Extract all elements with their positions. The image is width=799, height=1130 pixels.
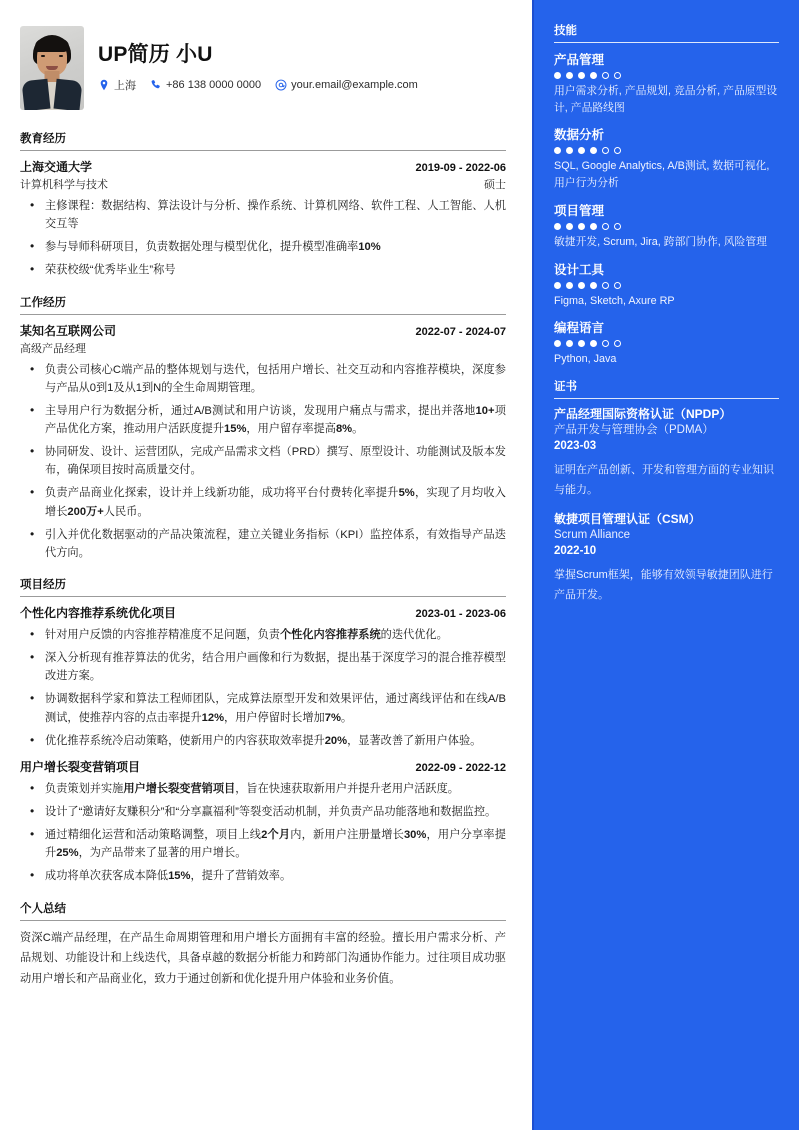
list-item: • 针对用户反馈的内容推荐精准度不足问题，负责个性化内容推荐系统的迭代优化。 xyxy=(20,626,506,644)
project-name: 个性化内容推荐系统优化项目 xyxy=(20,605,177,620)
list-item: • 通过精细化运营和活动策略调整，项目上线2个月内，新用户注册量增长30%，用户分享率提升25%，为产品带来了显著的用户增长。 xyxy=(20,826,506,862)
certificate-item xyxy=(554,511,779,605)
project-bullets xyxy=(20,626,506,750)
skill-keywords: Python, Java xyxy=(554,353,617,366)
list-item: • 荣获校级“优秀毕业生”称号 xyxy=(20,261,506,279)
skill-keywords: Figma, Sketch, Axure RP xyxy=(554,294,675,307)
section-heading-projects: 项目经历 xyxy=(20,578,66,591)
skill-keywords: 敏捷开发, Scrum, Jira, 跨部门协作, 风险管理 xyxy=(554,235,767,248)
skill-name: 编程语言 xyxy=(554,321,605,336)
skill-level-dots xyxy=(554,282,779,289)
divider xyxy=(554,398,779,399)
skill-level-dots xyxy=(554,72,779,79)
resume-header xyxy=(20,26,506,110)
skill-level-dots xyxy=(554,340,779,347)
certificate-item xyxy=(554,406,779,500)
contact-phone xyxy=(150,79,261,91)
contact-email xyxy=(275,79,418,91)
skill-item xyxy=(554,260,779,310)
skill-item xyxy=(554,201,779,251)
list-item: • 主导用户行为数据分析，通过A/B测试和用户访谈，发现用户痛点与需求，提出并落地10+项产品优化方案，推动用户活跃度提升15%，用户留存率提高8%。 xyxy=(20,402,506,438)
list-item: • 优化推荐系统冷启动策略，使新用户的内容获取效率提升20%，显著改善了新用户体验。 xyxy=(20,732,506,750)
project-date: 2023-01 - 2023-06 xyxy=(415,607,506,620)
work-company: 某知名互联网公司 xyxy=(20,323,117,338)
section-heading-work: 工作经历 xyxy=(20,296,66,309)
skill-item xyxy=(554,125,779,191)
contact-phone-text: +86 138 0000 0000 xyxy=(166,79,262,91)
divider xyxy=(20,920,506,921)
skill-keywords: SQL, Google Analytics, A/B测试, 数据可视化, 用户行为分析 xyxy=(554,160,770,190)
certificate-name: 敏捷项目管理认证（CSM） xyxy=(554,512,701,527)
skill-name: 设计工具 xyxy=(554,262,605,277)
skill-level-dots xyxy=(554,223,779,230)
certificate-org: Scrum Alliance xyxy=(554,529,631,542)
project-name: 用户增长裂变营销项目 xyxy=(20,759,141,774)
skill-name: 项目管理 xyxy=(554,203,605,218)
location-pin-icon xyxy=(98,79,110,91)
education-date: 2019-09 - 2022-06 xyxy=(415,162,506,174)
list-item: • 深入分析现有推荐算法的优劣，结合用户画像和行为数据，提出基于深度学习的混合推荐模型改进方案。 xyxy=(20,649,506,685)
contact-location-text: 上海 xyxy=(114,80,136,92)
education-entry xyxy=(20,158,506,280)
section-summary xyxy=(20,900,506,990)
skill-level-dots xyxy=(554,147,779,154)
education-major: 计算机科学与技术 xyxy=(20,179,108,191)
contact-location xyxy=(98,77,136,93)
work-bullets xyxy=(20,361,506,562)
list-item: • 协同研发、设计、运营团队，完成产品需求文档（PRD）撰写、原型设计、功能测试及版本发布，确保项目按时高质量交付。 xyxy=(20,443,506,479)
sidebar-heading-certificates: 证书 xyxy=(554,381,577,394)
project-entry xyxy=(20,758,506,886)
list-item: • 协调数据科学家和算法工程师团队，完成算法原型开发和效果评估，通过离线评估和在线A/B测试，使推荐内容的点击率提升12%，用户停留时长增加7%。 xyxy=(20,690,506,726)
certificate-desc: 掌握Scrum框架，能够有效领导敏捷团队进行产品开发。 xyxy=(554,568,773,601)
certificate-org: 产品开发与管理协会（PDMA） xyxy=(554,424,714,437)
divider xyxy=(20,596,506,597)
work-title: 高级产品经理 xyxy=(20,342,86,355)
sidebar-skills-section xyxy=(554,22,779,368)
list-item: • 设计了“邀请好友赚积分”和“分享赢福利”等裂变活动机制，并负责产品功能落地和数据监控。 xyxy=(20,803,506,821)
resume-sidebar xyxy=(532,0,799,1130)
page-title: UP简历 小U xyxy=(98,43,213,66)
list-item: • 参与导师科研项目，负责数据处理与模型优化，提升模型准确率10% xyxy=(20,238,506,256)
divider xyxy=(554,42,779,43)
work-entry xyxy=(20,322,506,562)
sidebar-certificates-section xyxy=(554,378,779,605)
section-work xyxy=(20,294,506,562)
list-item: • 引入并优化数据驱动的产品决策流程，建立关键业务指标（KPI）监控体系，有效指导产品迭代方向。 xyxy=(20,526,506,562)
skill-item xyxy=(554,50,779,116)
contact-email-text: your.email@example.com xyxy=(291,79,418,91)
education-school: 上海交通大学 xyxy=(20,160,93,174)
section-education xyxy=(20,130,506,280)
education-degree: 硕士 xyxy=(484,179,506,191)
section-heading-education: 教育经历 xyxy=(20,133,66,145)
list-item: • 负责产品商业化探索，设计并上线新功能，成功将平台付费转化率提升5%，实现了月均收入增长200万+人民币。 xyxy=(20,484,506,520)
skill-name: 数据分析 xyxy=(554,128,605,143)
certificate-date: 2022-10 xyxy=(554,545,597,558)
education-bullets xyxy=(20,197,506,280)
project-entry xyxy=(20,604,506,750)
list-item: • 负责策划并实施用户增长裂变营销项目，旨在快速获取新用户并提升老用户活跃度。 xyxy=(20,780,506,798)
contact-list xyxy=(98,77,506,93)
divider xyxy=(20,314,506,315)
divider xyxy=(20,150,506,151)
project-date: 2022-09 - 2022-12 xyxy=(415,761,506,774)
section-projects xyxy=(20,576,506,886)
phone-icon xyxy=(150,79,162,91)
avatar xyxy=(20,26,84,110)
certificate-name: 产品经理国际资格认证（NPDP） xyxy=(554,407,732,422)
work-date: 2022-07 - 2024-07 xyxy=(415,325,506,338)
skill-item xyxy=(554,318,779,368)
project-bullets xyxy=(20,780,506,886)
certificate-date: 2023-03 xyxy=(554,440,597,453)
list-item: • 主修课程：数据结构、算法设计与分析、操作系统、计算机网络、软件工程、人工智能、人机交互等 xyxy=(20,197,506,233)
summary-text: 资深C端产品经理，在产品生命周期管理和用户增长方面拥有丰富的经验。擅长用户需求分析、产品规划、功能设计和上线迭代，具备卓越的数据分析能力和跨部门沟通协作能力。过往项目成功驱动用户增长和产品商业化，致力于通过创新和优化提升用户体验和业务价值。 xyxy=(20,931,506,985)
skill-keywords: 用户需求分析, 产品规划, 竞品分析, 产品原型设计, 产品路线图 xyxy=(554,85,778,114)
list-item: • 负责公司核心C端产品的整体规划与迭代，包括用户增长、社交互动和内容推荐模块，深度参与产品从0到1及从1到N的全生命周期管理。 xyxy=(20,361,506,397)
skill-name: 产品管理 xyxy=(554,53,605,67)
certificate-desc: 证明在产品创新、开发和管理方面的专业知识与能力。 xyxy=(554,463,774,496)
email-at-icon xyxy=(275,79,287,91)
section-heading-summary: 个人总结 xyxy=(20,902,66,915)
list-item: • 成功将单次获客成本降低15%，提升了营销效率。 xyxy=(20,867,506,885)
sidebar-heading-skills: 技能 xyxy=(554,25,577,37)
